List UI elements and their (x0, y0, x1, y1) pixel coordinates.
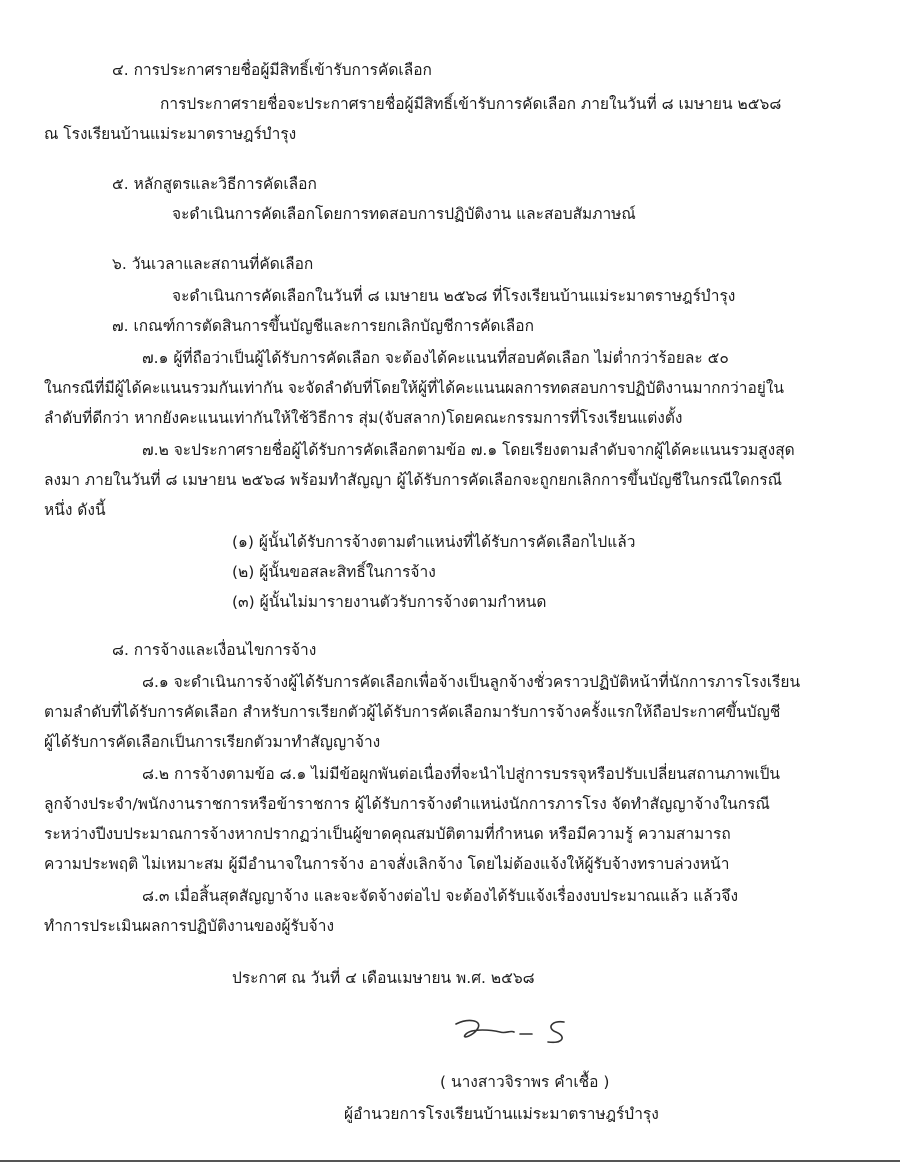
section-8-paragraph: ความประพฤติ ไม่เหมาะสม ผู้มีอำนาจในการจ้าง อาจสั่งเลิกจ้าง โดยไม่ต้องแจ้งให้ผู้รับจ้างทราบล่วงหน้า (44, 855, 730, 873)
section-4-text: ณ โรงเรียนบ้านแม่ระมาตราษฎร์บำรุง (44, 125, 297, 143)
section-7-paragraph: ในกรณีที่มีผู้ได้คะแนนรวมกันเท่ากัน จะจัดลำดับที่โดยให้ผู้ที่ได้คะแนนผลการทดสอบการปฏิบัติงานมากกว่าอยู่ใน (44, 379, 785, 397)
section-8-paragraph: ตามลำดับที่ได้รับการคัดเลือก สำหรับการเรียกตัวผู้ได้รับการคัดเลือกมารับการจ้างครั้งแรกให้ถือประกาศขึ้นบัญชี (44, 703, 781, 721)
section-8-paragraph: ระหว่างปีงบประมาณการจ้างหากปรากฏว่าเป็นผู้ขาดคุณสมบัติตามที่กำหนด หรือมีความรู้ ความสามารถ (44, 825, 731, 843)
list-item: (๒) ผู้นั้นขอสละสิทธิ์ในการจ้าง (232, 563, 436, 581)
section-8-paragraph: ผู้ได้รับการคัดเลือกเป็นการเรียกตัวมาทำสัญญาจ้าง (44, 733, 381, 751)
section-7-paragraph: ๗.๑ ผู้ที่ถือว่าเป็นผู้ได้รับการคัดเลือก จะต้องได้คะแนนที่สอบคัดเลือก ไม่ต่ำกว่าร้อยละ ๕๐ (142, 349, 729, 367)
section-4-text: การประกาศรายชื่อจะประกาศรายชื่อผู้มีสิทธิ์เข้ารับการคัดเลือก ภายในวันที่ ๘ เมษายน ๒๕๖๘ (160, 95, 782, 113)
signature-image (448, 1010, 588, 1050)
section-4-heading: ๔. การประกาศรายชื่อผู้มีสิทธิ์เข้ารับการคัดเลือก (112, 61, 432, 79)
list-item: (๓) ผู้นั้นไม่มารายงานตัวรับการจ้างตามกำหนด (232, 593, 547, 611)
section-8-paragraph: ลูกจ้างประจำ/พนักงานราชการหรือข้าราชการ ผู้ได้รับการจ้างตำแหน่งนักการภารโรง จัดทำสัญญาจ้างในกรณี (44, 795, 770, 813)
announcement-date: ประกาศ ณ วันที่ ๔ เดือนเมษายน พ.ศ. ๒๕๖๘ (232, 969, 535, 987)
list-item: (๑) ผู้นั้นได้รับการจ้างตามตำแหน่งที่ได้รับการคัดเลือกไปแล้ว (232, 533, 636, 551)
section-8-paragraph: ๘.๒ การจ้างตามข้อ ๘.๑ ไม่มีข้อผูกพันต่อเนื่องที่จะนำไปสู่การบรรจุหรือปรับเปลี่ยนสถานภาพเป็น (142, 765, 781, 783)
signer-name: ( นางสาวจิราพร คำเชื้อ ) (440, 1073, 610, 1091)
section-7-paragraph: ลงมา ภายในวันที่ ๘ เมษายน ๒๕๖๘ พร้อมทำสัญญา ผู้ได้รับการคัดเลือกจะถูกยกเลิกการขึ้นบัญชีในกรณีใดกรณี (44, 471, 783, 489)
signer-title: ผู้อำนวยการโรงเรียนบ้านแม่ระมาตราษฎร์บำรุง (344, 1105, 659, 1123)
section-8-paragraph: ๘.๑ จะดำเนินการจ้างผู้ได้รับการคัดเลือกเพื่อจ้างเป็นลูกจ้างชั่วคราวปฏิบัติหน้าที่นักการภารโรงเรียน (142, 673, 801, 691)
section-8-paragraph: ทำการประเมินผลการปฏิบัติงานของผู้รับจ้าง (44, 917, 335, 935)
section-6-text: จะดำเนินการคัดเลือกในวันที่ ๘ เมษายน ๒๕๖๘ ที่โรงเรียนบ้านแม่ระมาตราษฎร์บำรุง (172, 287, 736, 305)
section-7-heading: ๗. เกณฑ์การตัดสินการขึ้นบัญชีและการยกเลิกบัญชีการคัดเลือก (112, 317, 534, 335)
section-5-text: จะดำเนินการคัดเลือกโดยการทดสอบการปฏิบัติงาน และสอบสัมภาษณ์ (172, 205, 636, 223)
section-8-heading: ๘. การจ้างและเงื่อนไขการจ้าง (112, 641, 317, 659)
section-8-paragraph: ๘.๓ เมื่อสิ้นสุดสัญญาจ้าง และจะจัดจ้างต่อไป จะต้องได้รับแจ้งเรื่องงบประมาณแล้ว แล้วจึง (142, 887, 739, 905)
section-7-paragraph: ๗.๒ จะประกาศรายชื่อผู้ได้รับการคัดเลือกตามข้อ ๗.๑ โดยเรียงตามลำดับจากผู้ได้คะแนนรวมสูงสุด (142, 441, 795, 459)
page-edge-rule (0, 1160, 900, 1162)
section-7-paragraph: ลำดับที่ดีกว่า หากยังคะแนนเท่ากันให้ใช้วิธีการ สุ่ม(จับสลาก)โดยคณะกรรมการที่โรงเรียนแต่งตั้ง (44, 409, 683, 427)
section-5-heading: ๕. หลักสูตรและวิธีการคัดเลือก (112, 175, 317, 193)
section-6-heading: ๖. วันเวลาและสถานที่คัดเลือก (112, 255, 314, 273)
section-7-paragraph: หนึ่ง ดังนี้ (44, 501, 106, 519)
